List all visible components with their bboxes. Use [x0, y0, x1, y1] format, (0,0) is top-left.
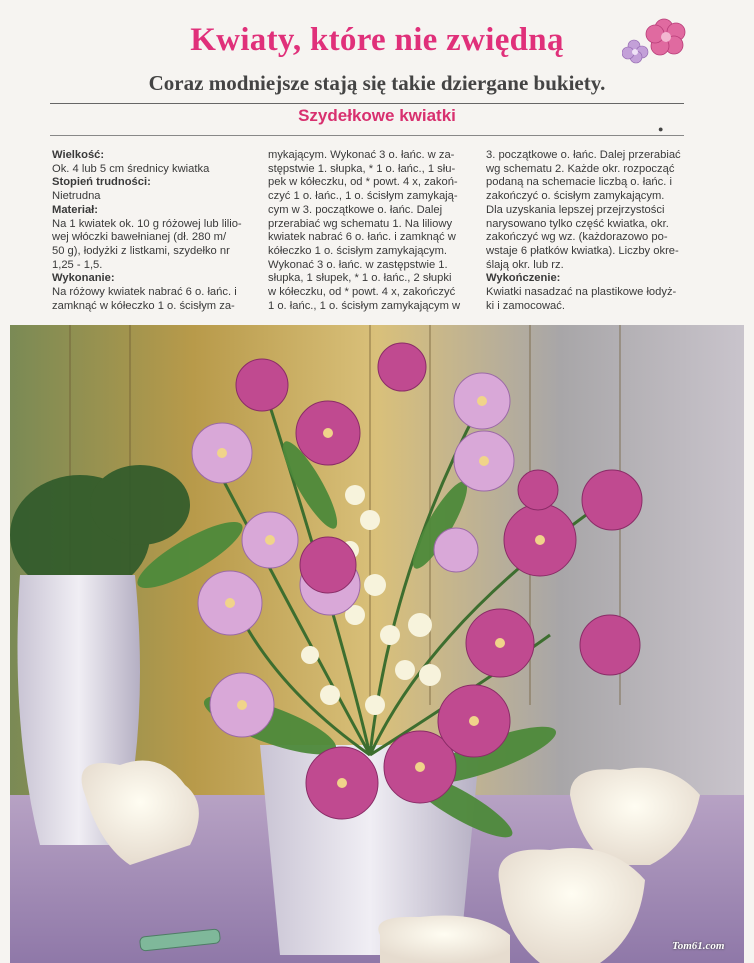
text-line: podaną na schemacie liczbą o. łańc. i: [486, 176, 672, 189]
text-line: Materiał:: [52, 203, 99, 216]
text-line: zakończyć o. ścisłym zamykającym.: [486, 190, 665, 203]
crochet-flower-decoration: [622, 12, 690, 64]
watermark: Tom61.com: [672, 940, 725, 952]
text-line: cym w 3. początkowe o. łańc. Dalej: [268, 203, 443, 216]
text-line: mykającym. Wykonać 3 o. łańc. w za-: [268, 149, 455, 161]
text-line: Na 1 kwiatek ok. 10 g różowej lub lilio-: [52, 217, 242, 230]
text-line: Dla uzyskania lepszej przejrzystości: [486, 203, 665, 216]
text-line: zakończyć wg wz. (każdorazowo po-: [486, 231, 668, 244]
text-line: czyć 1 o. łańc., 1 o. ścisłym zamykają-: [268, 190, 458, 203]
text-line: pek w kółeczku, od * powt. 4 x, zakoń-: [268, 176, 458, 189]
bullet-mark: ●: [658, 124, 664, 134]
text-line: 3. początkowe o. łańc. Dalej przerabiać: [486, 149, 681, 161]
text-line: Wykonać 3 o. łańc. w zastępstwie 1.: [268, 258, 448, 271]
text-line: wej włóczki bawełnianej (dł. 280 m/: [52, 231, 227, 244]
section-title: Szydełkowe kwiatki: [0, 106, 754, 126]
text-line: przerabiać wg schematu 1. Na liliowy: [268, 217, 453, 230]
text-line: stępstwie 1. słupka, * 1 o. łańc., 1 słu-: [268, 162, 456, 175]
text-line: kółeczko 1 o. ścisłym zamykającym.: [268, 244, 448, 257]
text-line: w kółeczku, od * powt. 4 x, zakończyć: [268, 286, 456, 299]
text-line: Na różowy kwiatek nabrać 6 o. łańc. i: [52, 286, 237, 299]
page-subtitle: Coraz modniejsze stają się takie dziergane bukiety.: [148, 71, 606, 95]
text-line: Nietrudna: [52, 190, 101, 203]
text-line: Wielkość:: [52, 149, 105, 161]
column-3: [486, 149, 686, 313]
text-line: zamknąć w kółeczko 1 o. ścisłym za-: [52, 299, 235, 312]
text-line: słupka, 1 słupek, * 1 o. łańc., 2 słupki: [268, 272, 452, 285]
text-line: Ok. 4 lub 5 cm średnicy kwiatka: [52, 162, 210, 175]
text-line: ślają okr. lub rz.: [486, 258, 564, 271]
text-line: Wykończenie:: [486, 272, 561, 285]
text-line: Kwiatki nasadzać na plastikowe łodyż-: [486, 286, 677, 299]
text-line: narysowano tylko część kwiatka, okr.: [486, 217, 669, 230]
text-line: 50 g), łodyżki z listkami, szydełko nr: [52, 244, 230, 257]
bouquet-photo: [10, 325, 744, 963]
column-1: [52, 149, 252, 313]
text-line: 1 o. łańc., 1 o. ścisłym zamykającym w: [268, 299, 461, 312]
text-line: Wykonanie:: [52, 272, 115, 285]
section-rule: [50, 135, 684, 136]
text-line: wg schematu 2. Każde okr. rozpocząć: [486, 162, 675, 175]
text-line: Stopień trudności:: [52, 176, 151, 189]
text-line: ki i zamocować.: [486, 299, 565, 312]
header-rule: [50, 103, 684, 104]
text-line: 1,25 - 1,5.: [52, 258, 103, 271]
text-line: wstaje 6 płatków kwiatka). Liczby okre-: [486, 244, 679, 257]
column-2: [268, 149, 468, 313]
text-line: kwiatek nabrać 6 o. łańc. i zamknąć w: [268, 231, 456, 244]
page-title: Kwiaty, które nie zwiędną: [190, 22, 564, 58]
